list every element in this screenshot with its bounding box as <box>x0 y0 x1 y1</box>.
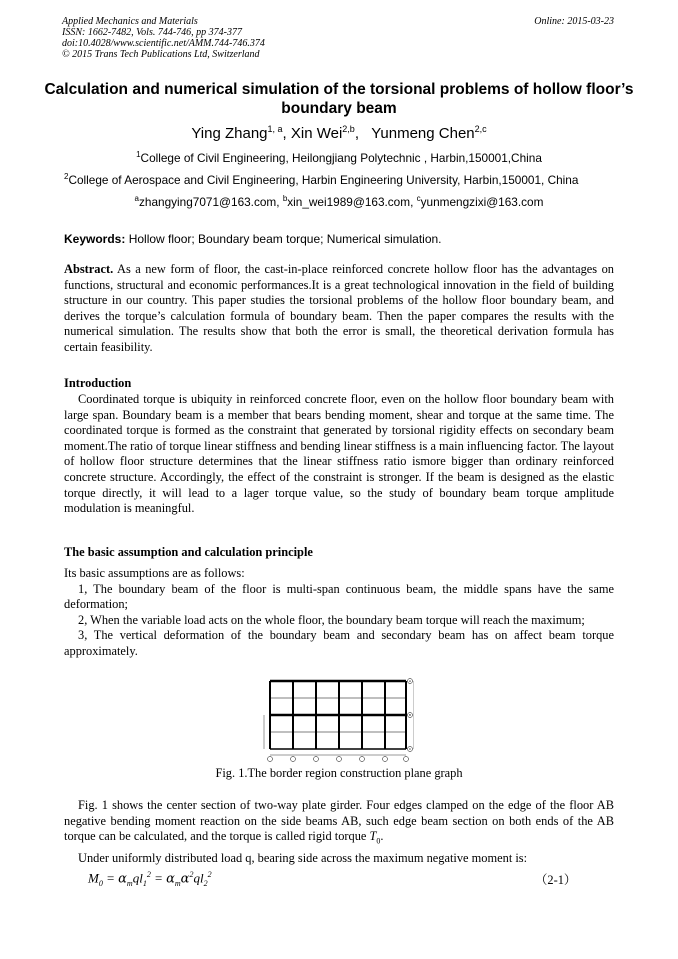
issn: ISSN: 1662-7482, Vols. 744-746, pp 374-377 <box>62 27 242 38</box>
introduction-text: Coordinated torque is ubiquity in reinforced concrete floor, even on the hollow floor boundary beam with large span. Boundary beam is a member that bears bending moment, shear and torque at the same time. The coordinated torque is formed as the constraint that generated by torsional rigidity effects on secondary beam moment.The ratio of torque linear stiffness and bending linear stiffness is a main influencing factor. The layout of hollow floor structure determines that the linear stiffness ratio ismore bigger than ordinary reinforced concrete structure. Accordingly, the effect of the constraint is stronger. If the beam is designed as the elastic torque directly, it will lead to a lager torque value, so the study of boundary beam torque amplitude modulation is meaningful. <box>64 392 614 516</box>
paragraph-text: Fig. 1 shows the center section of two-way plate girder. Four edges clamped on the edge of the floor AB negative bending moment reaction on the side beams AB, such edge beam section on both ends of the AB torque can be calculated, and the torque is called rigid torque <box>64 798 614 844</box>
online-date: Online: 2015-03-23 <box>534 16 614 27</box>
email-mark: b <box>282 194 288 203</box>
axis-label: A <box>408 679 412 683</box>
symbol: T <box>369 829 377 844</box>
section-heading-basic-assumption: The basic assumption and calculation principle <box>64 545 313 559</box>
section-heading-introduction: Introduction <box>64 376 132 390</box>
floor-plan-figure <box>262 677 414 765</box>
doi: doi:10.4028/www.scientific.net/AMM.744-746.374 <box>62 38 265 49</box>
copyright: © 2015 Trans Tech Publications Ltd, Switzerland <box>62 49 260 60</box>
axis-marker <box>291 757 296 762</box>
author-affiliation-mark: 2,b <box>342 124 355 134</box>
email-link[interactable]: xin_wei1989@163.com <box>287 194 411 209</box>
author-list <box>0 124 678 142</box>
assumption-item: 2, When the variable load acts on the whole floor, the boundary beam torque will reach the maximum; <box>78 612 585 627</box>
email-mark: c <box>416 194 421 203</box>
separator: , <box>282 125 291 142</box>
abstract <box>64 262 614 356</box>
axis-marker <box>383 757 388 762</box>
equation-number: （2-1） <box>535 873 577 887</box>
author-affiliation-mark: 2,c <box>474 124 487 134</box>
load-paragraph: Under uniformly distributed load q, bearing side across the maximum negative moment is: <box>78 851 528 865</box>
axis-label: B <box>408 713 412 717</box>
affiliation-mark: 2 <box>64 172 69 181</box>
axis-label: C <box>408 747 412 751</box>
axis-marker <box>268 757 273 762</box>
assumptions-intro: Its basic assumptions are as follows: <box>64 566 245 580</box>
author-name: Yunmeng Chen <box>371 125 475 142</box>
equation: $M_0 = \alpha_mql_1^2 = \alpha_m\alpha^2ql_2^2$ <box>88 870 212 888</box>
email-mark: a <box>134 194 139 203</box>
paper-title: Calculation and numerical simulation of the torsional problems of hollow floor’s boundary beam <box>44 81 634 117</box>
abstract-text: As a new form of floor, the cast-in-place reinforced concrete hollow floor has the advantages on functions, structural and economic performances.It is a great technological innovation in the field of building structure in our country. This paper studies the torsional problems of the hollow floor boundary beam, and derives the torque’s calculation formula of boundary beam. Then the paper compares the results with the numerical simulation. The results show that both the error is small, the theoretical derivation formula has certain feasibility. <box>64 262 614 354</box>
email-list: $^a$zhangying7071@163.com, $^b$xin_wei1989@163.com, $^c$yunmengzixi@163.com <box>134 194 544 209</box>
axis-marker <box>314 757 319 762</box>
affiliation-mark: 1 <box>136 150 141 159</box>
assumption-item: 3, The vertical deformation of the boundary beam and secondary beam has on affect beam torque approximately. <box>64 628 614 658</box>
axis-marker <box>337 757 342 762</box>
affiliation-text: College of Aerospace and Civil Engineering, Harbin Engineering University, Harbin,150001, China <box>68 172 579 187</box>
journal-name: Applied Mechanics and Materials <box>62 16 198 27</box>
email-link[interactable]: yunmengzixi@163.com <box>420 194 544 209</box>
figure-description: Fig. 1 shows the center section of two-way plate girder. Four edges clamped on the edge of the floor AB negative bending moment reaction on the side beams AB, such edge beam section on both ends of the AB torque can be calculated, and the torque is called rigid torque $T_0$. <box>64 798 614 846</box>
journal-header <box>62 16 614 60</box>
affiliation <box>0 150 678 165</box>
keywords-label: Keywords: <box>64 232 126 246</box>
author-name: Ying Zhang <box>191 125 268 142</box>
affiliation-text: College of Civil Engineering, Heilongjiang Polytechnic , Harbin,150001,China <box>140 150 542 165</box>
axis-marker <box>404 757 409 762</box>
symbol-subscript: 0 <box>376 836 381 846</box>
figure-caption: Fig. 1.The border region construction plane graph <box>215 766 463 780</box>
assumptions <box>64 566 614 660</box>
keywords <box>64 232 442 246</box>
assumption-item: 1, The boundary beam of the floor is multi-span continuous beam, the middle spans have the same deformation; <box>64 581 614 612</box>
author-affiliation-mark: 1, a <box>267 124 283 134</box>
email-link[interactable]: zhangying7071@163.com <box>139 194 277 209</box>
author-name: Xin Wei <box>290 125 343 142</box>
separator: , <box>354 125 372 142</box>
keywords-text: Hollow floor; Boundary beam torque; Numerical simulation. <box>125 232 442 246</box>
axis-marker <box>360 757 365 762</box>
abstract-label: Abstract. <box>64 262 114 276</box>
affiliation <box>64 172 624 187</box>
